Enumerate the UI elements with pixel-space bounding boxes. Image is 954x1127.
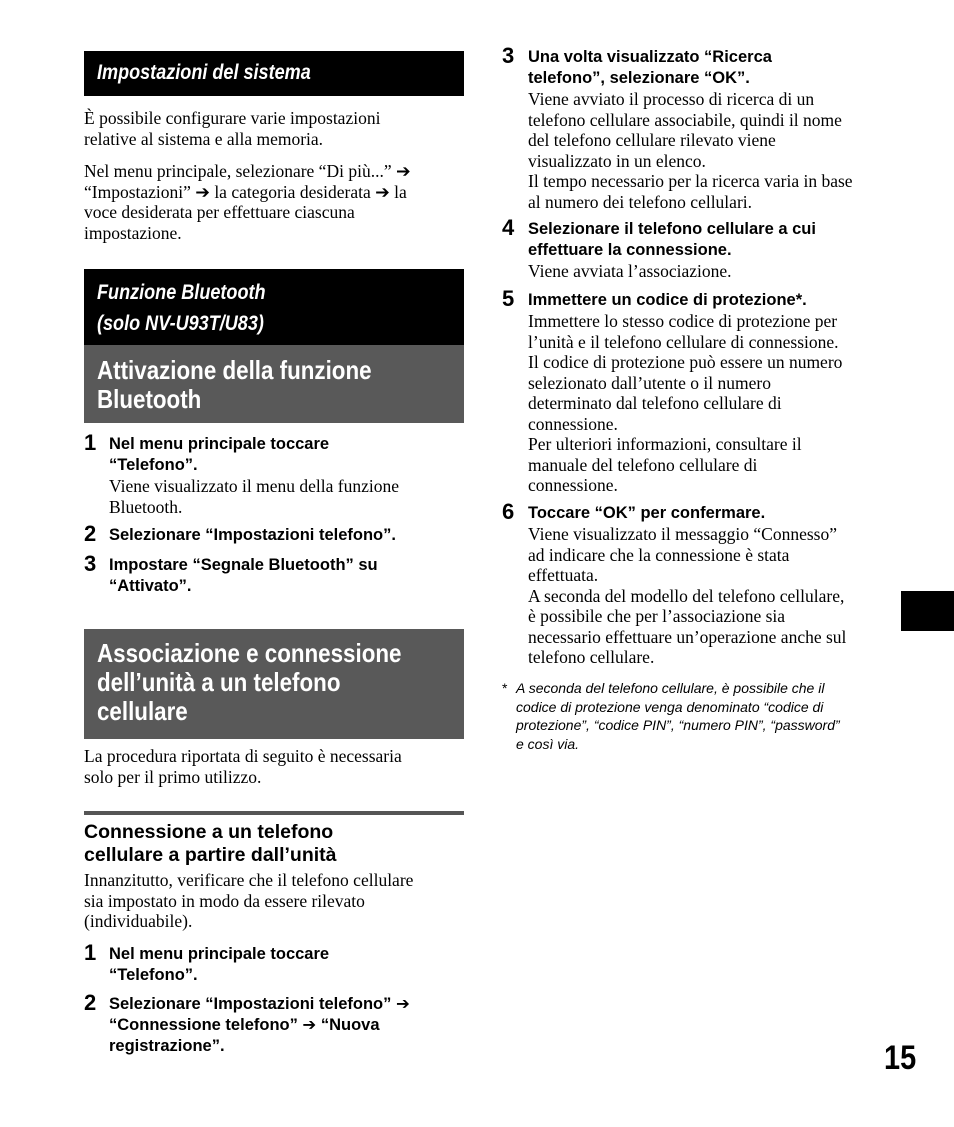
bluetooth-activation-heading-line-1: Attivazione della funzione bbox=[97, 355, 372, 385]
bluetooth-heading-bar bbox=[84, 269, 464, 345]
step-number: 4 bbox=[502, 215, 515, 240]
step-number: 2 bbox=[84, 990, 97, 1015]
step-description: Viene visualizzato il messaggio “Connesso” ad indicare che la connessione è stata effettuata. A seconda del modello del telefono cellulare, è possibile che per l’associazione sia necessario effettuare un’operazione anche sul telefono cellulare. bbox=[528, 524, 847, 667]
bluetooth-heading-line-1: Funzione Bluetooth bbox=[97, 281, 266, 304]
pairing-step-3 bbox=[502, 43, 892, 212]
pairing-heading-line-3: cellulare bbox=[97, 696, 188, 726]
pairing-step-4 bbox=[502, 215, 892, 283]
step-heading: Nel menu principale toccare “Telefono”. bbox=[109, 945, 330, 984]
subsection-intro: Innanzitutto, verificare che il telefono cellulare sia impostato in modo da essere rilevato (individuabile). bbox=[84, 870, 414, 931]
step-heading: Impostare “Segnale Bluetooth” su “Attivato”. bbox=[109, 556, 378, 595]
step-heading: Una volta visualizzato “Ricerca telefono”, selezionare “OK”. bbox=[528, 48, 772, 87]
system-settings-heading: Impostazioni del sistema bbox=[97, 61, 311, 84]
pairing-heading-bar bbox=[84, 629, 464, 739]
bluetooth-step-3 bbox=[84, 551, 464, 599]
bluetooth-heading-line-2: (solo NV-U93T/U83) bbox=[97, 312, 264, 335]
step-number: 1 bbox=[84, 430, 97, 455]
step-description: Viene avviata l’associazione. bbox=[528, 261, 732, 281]
footnote-mark: * bbox=[502, 680, 508, 696]
step-number: 5 bbox=[502, 286, 515, 311]
step-number: 3 bbox=[84, 551, 97, 576]
pairing-heading-line-1: Associazione e connessione bbox=[97, 638, 402, 668]
pairing-step-6 bbox=[502, 499, 892, 669]
step-heading: Selezionare “Impostazioni telefono”. bbox=[109, 526, 396, 544]
step-number: 1 bbox=[84, 940, 97, 965]
subsection-rule bbox=[84, 811, 464, 815]
bluetooth-activation-heading-line-2: Bluetooth bbox=[97, 384, 202, 414]
bluetooth-activation-heading-bar bbox=[84, 345, 464, 423]
step-heading: Toccare “OK” per confermare. bbox=[528, 504, 766, 522]
bluetooth-step-1 bbox=[84, 430, 464, 517]
system-settings-paragraph-2: Nel menu principale, selezionare “Di più...” ➔ “Impostazioni” ➔ la categoria desiderata ➔ la voce desiderata per effettuare ciascuna impostazione. bbox=[84, 161, 411, 243]
section-tab-marker bbox=[901, 591, 954, 631]
pairing-step-1 bbox=[84, 940, 464, 988]
step-heading: Selezionare “Impostazioni telefono” ➔ “Connessione telefono” ➔ “Nuova registrazione”. bbox=[109, 995, 410, 1055]
step-number: 2 bbox=[84, 521, 97, 546]
subsection-heading: Connessione a un telefono cellulare a partire dall’unità bbox=[84, 821, 337, 866]
step-description: Immettere lo stesso codice di protezione per l’unità e il telefono cellulare di connessione. Il codice di protezione può essere un numero selezionato dall’utente o il numero determinato dal telefono cellulare di connessione. Per ulteriori informazioni, consultare il manuale del telefono cellulare di connessione. bbox=[528, 311, 843, 495]
step-number: 6 bbox=[502, 499, 515, 524]
pairing-step-2 bbox=[84, 990, 464, 1060]
step-heading: Selezionare il telefono cellulare a cui effettuare la connessione. bbox=[528, 220, 816, 259]
footnote: A seconda del telefono cellulare, è possibile che il codice di protezione venga denominato “codice di protezione”, “codice PIN”, “numero PIN”, “password” e così via. bbox=[516, 680, 840, 752]
step-heading: Nel menu principale toccare “Telefono”. bbox=[109, 435, 330, 474]
page-number: 15 bbox=[884, 1039, 917, 1077]
system-settings-heading-bar bbox=[84, 51, 464, 96]
pairing-heading-line-2: dell’unità a un telefono bbox=[97, 667, 341, 697]
pairing-intro: La procedura riportata di seguito è necessaria solo per il primo utilizzo. bbox=[84, 746, 402, 787]
step-description: Viene visualizzato il menu della funzione Bluetooth. bbox=[109, 476, 400, 517]
step-number: 3 bbox=[502, 43, 515, 68]
step-description: Viene avviato il processo di ricerca di un telefono cellulare associabile, quindi il nome del telefono cellulare rilevato viene visualizzato in un elenco. Il tempo necessario per la ricerca varia in base al numero dei telefono cellulari. bbox=[528, 89, 853, 212]
bluetooth-step-2 bbox=[84, 521, 464, 549]
pairing-step-5 bbox=[502, 286, 892, 496]
step-heading: Immettere un codice di protezione*. bbox=[528, 291, 807, 309]
system-settings-paragraph-1: È possibile configurare varie impostazioni relative al sistema e alla memoria. bbox=[84, 108, 381, 149]
